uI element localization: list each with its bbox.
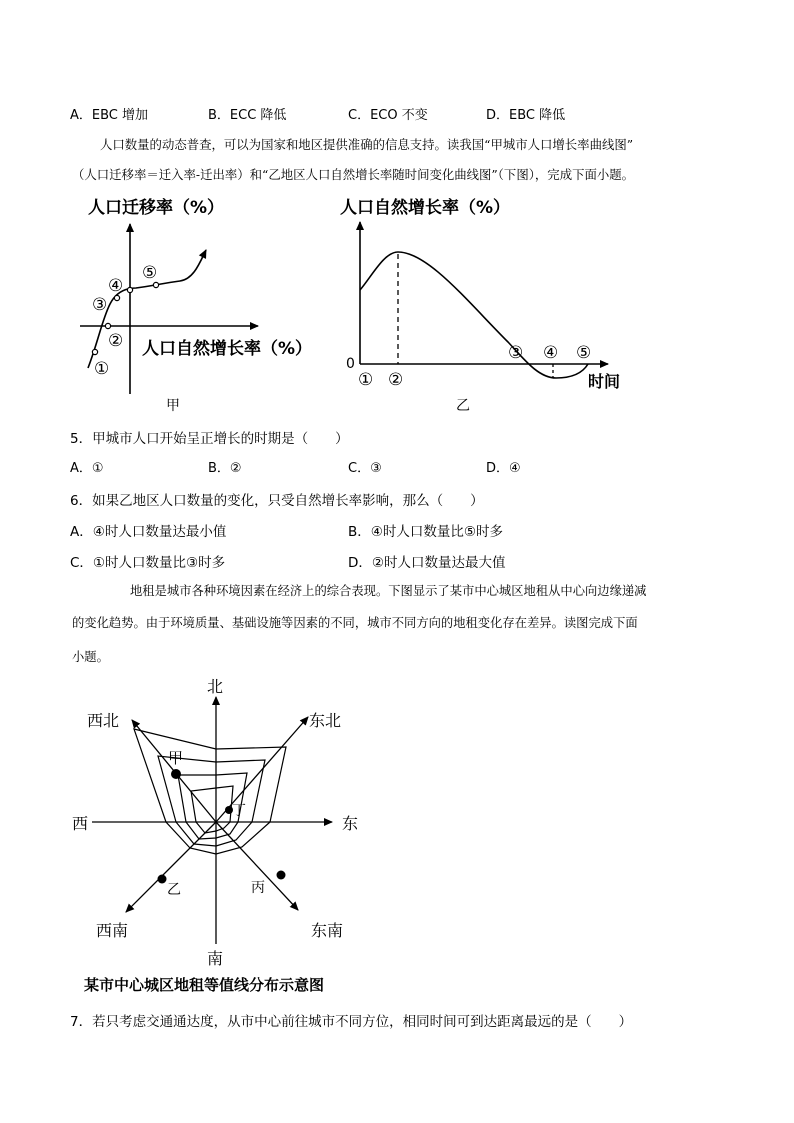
direction-northwest: 西北 <box>87 711 120 730</box>
figure-yi <box>338 192 638 414</box>
rent-map-caption: 某市中心城区地租等值线分布示意图 <box>84 976 325 994</box>
q6-option-d: D．②时人口数量达最大值 <box>348 555 506 571</box>
jia-y-axis-label: 人口迁移率（%） <box>88 198 225 218</box>
yi-point-4: ④ <box>543 343 559 363</box>
q6-option-b: B．④时人口数量比⑤时多 <box>348 524 503 540</box>
q6-option-a: A．④时人口数量达最小值 <box>70 524 227 540</box>
q7-stem: 7．若只考虑交通通达度，从市中心前往城市不同方位，相同时间可到达距离最远的是（ ） <box>70 1014 633 1030</box>
yi-point-2: ② <box>388 370 404 390</box>
q6-stem: 6．如果乙地区人口数量的变化，只受自然增长率影响，那么（ ） <box>70 493 484 509</box>
direction-northeast: 东北 <box>309 711 342 730</box>
direction-north: 北 <box>207 677 224 696</box>
q4-option-a: A．EBC 增加 <box>70 108 149 123</box>
yi-origin-label: 0 <box>346 356 355 372</box>
intro1-line2: （人口迁移率＝迁入率-迁出率）和“乙地区人口自然增长率随时间变化曲线图”（下图），完成下面小题。 <box>72 167 635 182</box>
jia-point-2: ② <box>108 331 124 351</box>
point-ding-label: 丁 <box>232 803 246 819</box>
yi-caption: 乙 <box>456 398 470 414</box>
q6-option-c: C．①时人口数量比③时多 <box>70 555 226 571</box>
q5-option-a: A．① <box>70 461 104 476</box>
yi-point-1: ① <box>358 370 374 390</box>
point-jia-label: 甲 <box>168 749 184 767</box>
direction-southwest: 西南 <box>96 921 129 940</box>
jia-caption: 甲 <box>166 398 180 414</box>
rent-contour-map <box>70 672 390 972</box>
direction-south: 南 <box>207 949 224 968</box>
intro1-line1: 人口数量的动态普查，可以为国家和地区提供准确的信息支持。读我国“甲城市人口增长率曲线图” <box>100 137 634 152</box>
q5-option-d: D．④ <box>486 461 521 476</box>
yi-point-3: ③ <box>508 343 524 363</box>
figure-jia <box>70 192 330 414</box>
q5-option-c: C．③ <box>348 461 382 476</box>
point-bing-label: 丙 <box>251 880 265 896</box>
direction-west: 西 <box>72 814 89 833</box>
q5-stem: 5．甲城市人口开始呈正增长的时期是（ ） <box>70 431 349 447</box>
direction-east: 东 <box>342 814 359 833</box>
q5-option-b: B．② <box>208 461 242 476</box>
yi-point-5: ⑤ <box>576 343 592 363</box>
jia-point-5: ⑤ <box>142 263 158 283</box>
jia-point-4: ④ <box>108 276 124 296</box>
yi-y-axis-label: 人口自然增长率（%） <box>340 198 511 218</box>
jia-point-3: ③ <box>92 295 108 315</box>
intro2-line1: 地租是城市各种环境因素在经济上的综合表现。下图显示了某市中心城区地租从中心向边缘递减 <box>130 584 647 598</box>
yi-x-axis-label: 时间 <box>588 372 621 391</box>
point-yi-label: 乙 <box>167 882 181 898</box>
q4-option-c: C．ECO 不变 <box>348 108 428 123</box>
intro2-line2: 的变化趋势。由于环境质量、基础设施等因素的不同，城市不同方向的地租变化存在差异。读图完成下面 <box>72 616 638 630</box>
direction-southeast: 东南 <box>311 921 344 940</box>
jia-point-1: ① <box>94 359 110 379</box>
q4-option-b: B．ECC 降低 <box>208 108 287 123</box>
q4-option-d: D．EBC 降低 <box>486 108 566 123</box>
intro2-line3: 小题。 <box>72 650 109 664</box>
jia-x-axis-label: 人口自然增长率（%） <box>142 339 313 359</box>
